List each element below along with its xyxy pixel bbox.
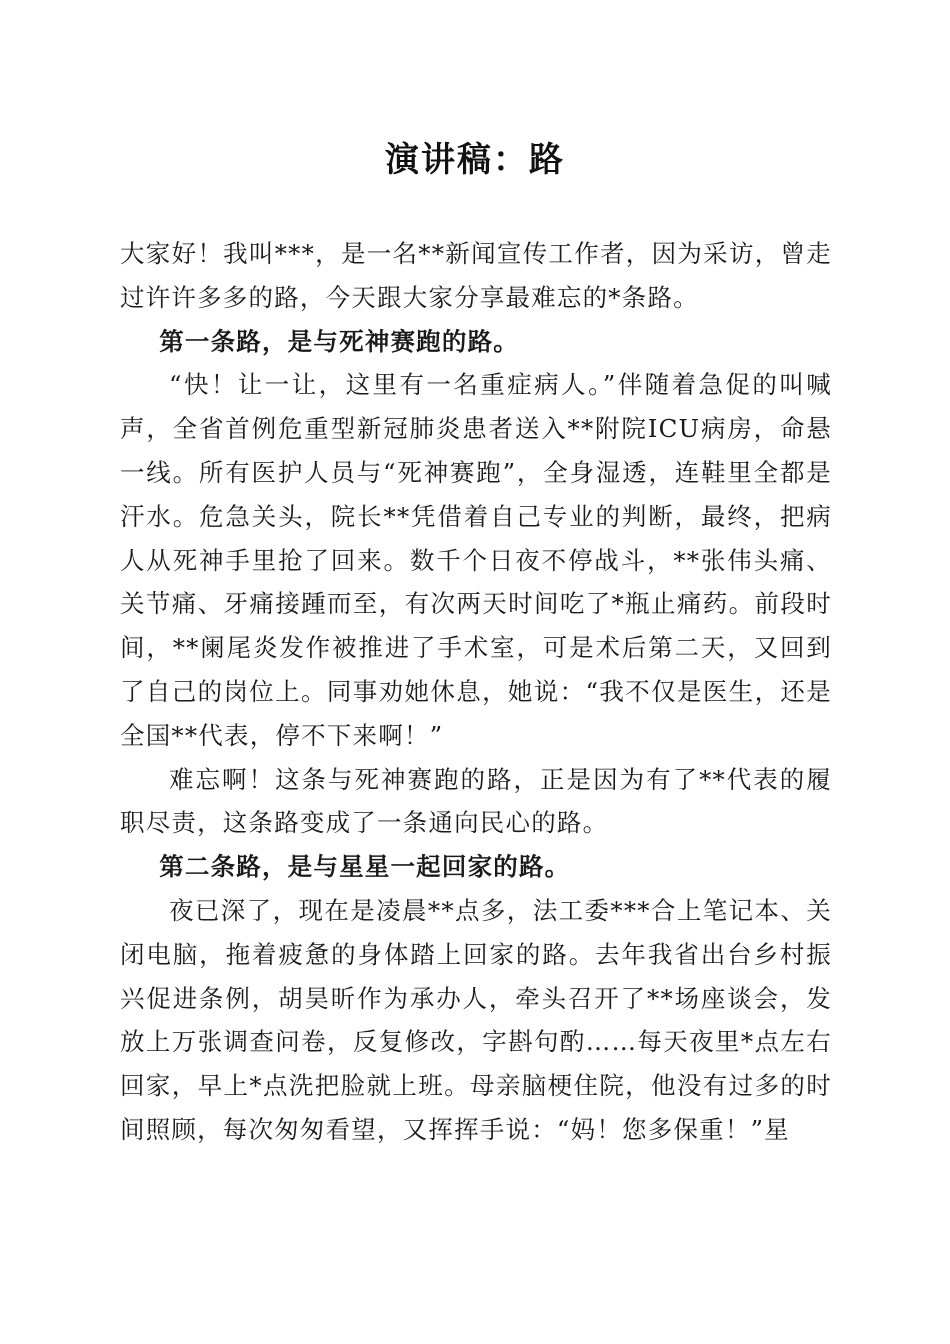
paragraph-first-road-reflection: 难忘啊！这条与死神赛跑的路，正是因为有了**代表的履职尽责，这条路变成了一条通向民心的路。 [120,764,832,838]
document-title: 演讲稿：路 [385,140,565,180]
section-heading-second-road: 第二条路，是与星星一起回家的路。 [159,852,571,882]
paragraph-first-road-story: “快！让一让，这里有一名重症病人。”伴随着急促的叫喊声，全省首例危重型新冠肺炎患者送入**附院ICU病房，命悬一线。所有医护人员与“死神赛跑”，全身湿透，连鞋里全都是汗水。危急关头，院长**凭借着自己专业的判断，最终，把病人从死神手里抢了回来。数千个日夜不停战斗，**张伟头痛、关节痛、牙痛接踵而至，有次两天时间吃了*瓶止痛药。前段时间，**阑尾炎发作被推进了手术室，可是术后第二天，又回到了自己的岗位上。同事劝她休息，她说：“我不仅是医生，还是全国**代表，停不下来啊！” [120,370,832,750]
section-heading-first-road: 第一条路，是与死神赛跑的路。 [159,326,519,356]
paragraph-intro: 大家好！我叫***，是一名**新闻宣传工作者，因为采访，曾走过许许多多的路，今天跟大家分享最难忘的*条路。 [120,239,832,312]
document-body [120,232,832,1152]
paragraph-second-road-story: 夜已深了，现在是凌晨**点多，法工委***合上笔记本、关闭电脑，拖着疲惫的身体踏上回家的路。去年我省出台乡村振兴促进条例，胡昊昕作为承办人，牵头召开了**场座谈会，发放上万张调查问卷，反复修改，字斟句酌……每天夜里*点左右回家，早上*点洗把脸就上班。母亲脑梗住院，他没有过多的时间照顾，每次匆匆看望，又挥挥手说：“妈！您多保重！”星 [120,895,832,1144]
